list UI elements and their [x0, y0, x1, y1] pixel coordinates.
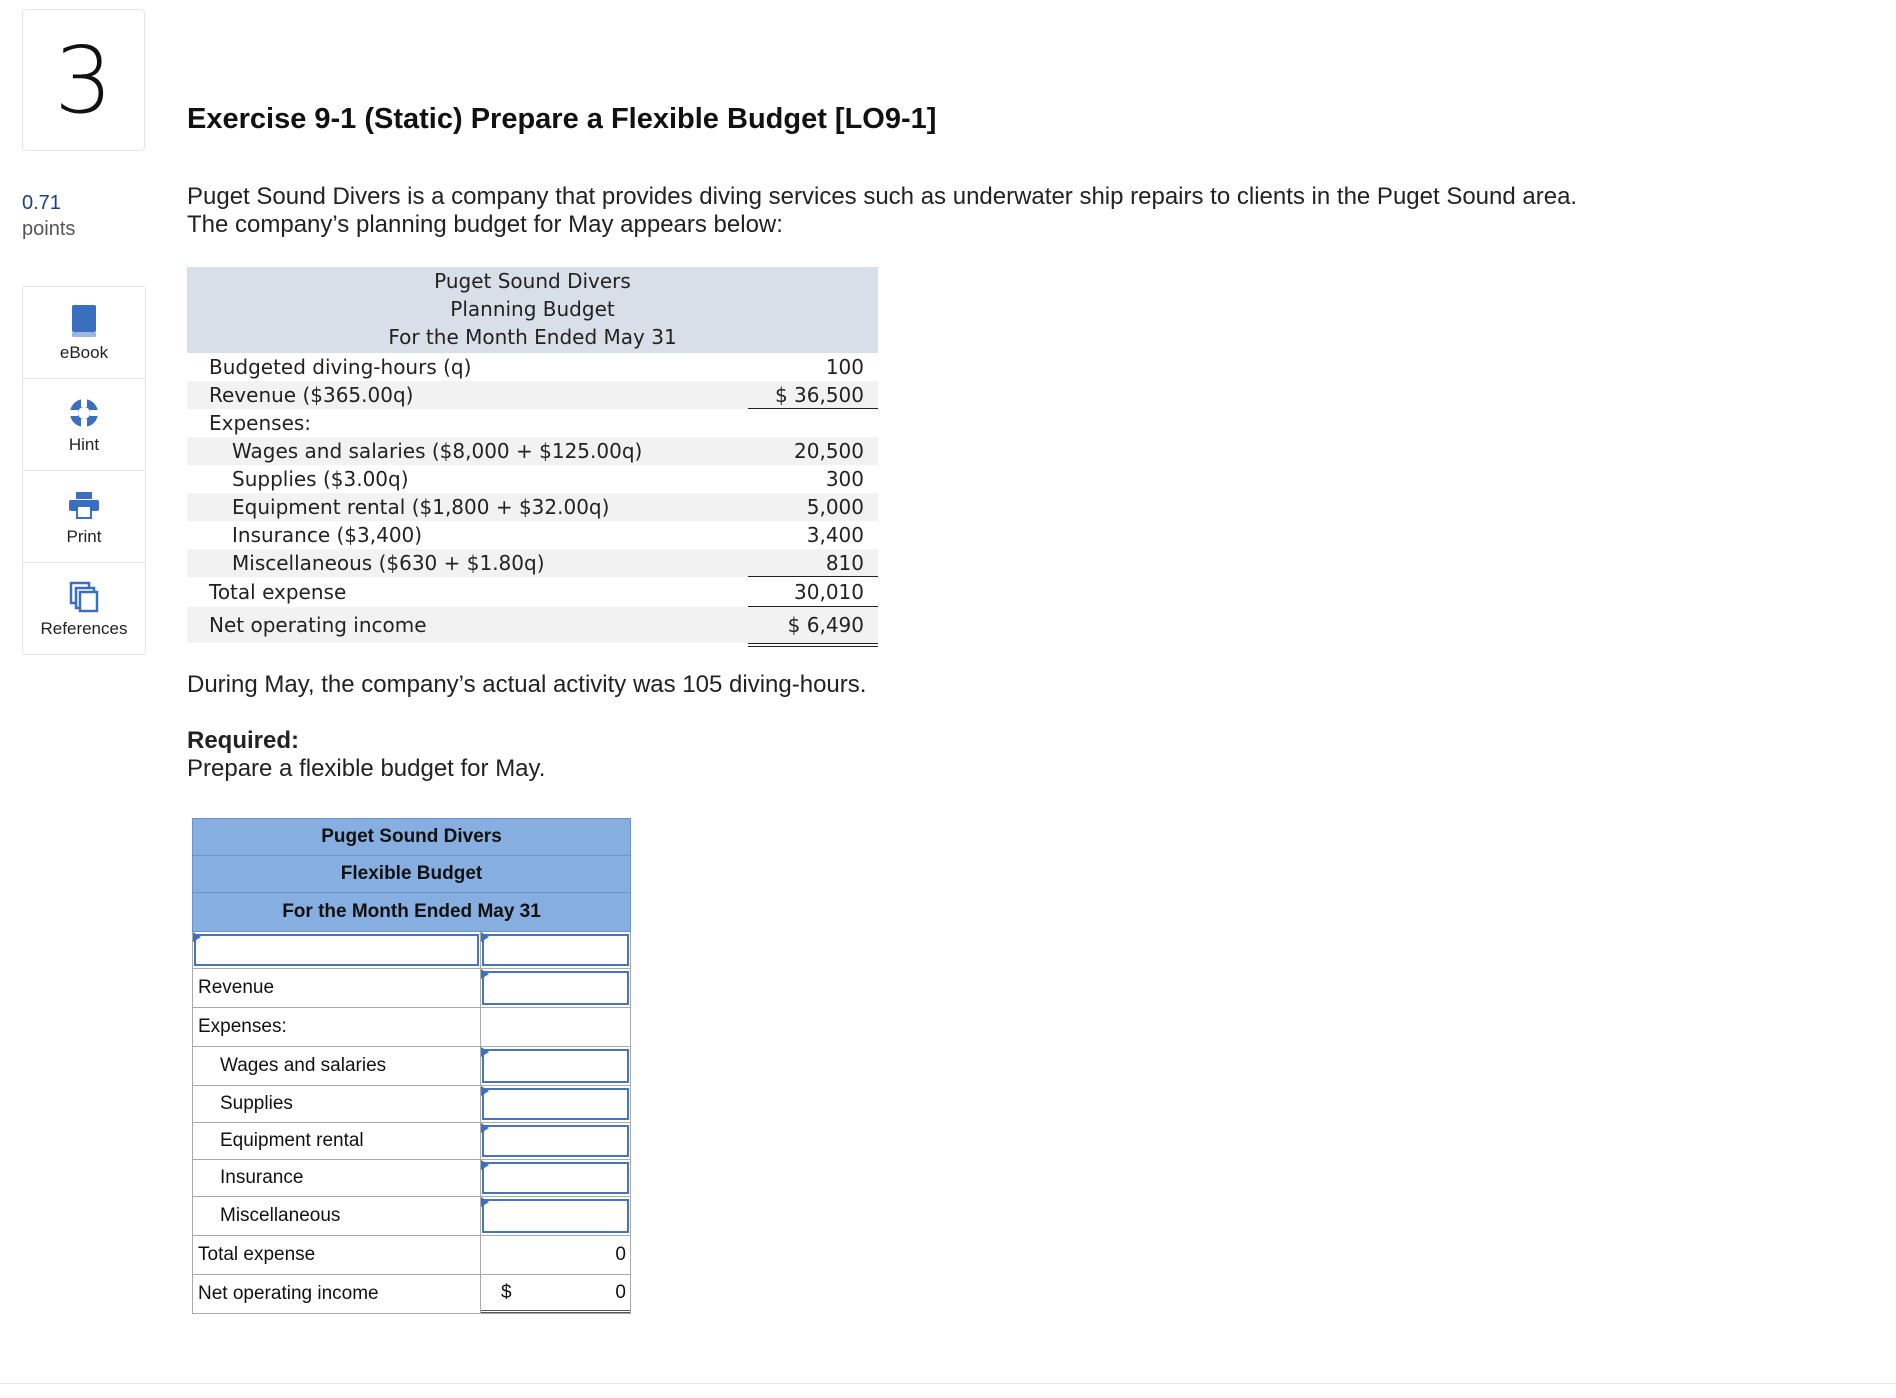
exercise-title: Exercise 9-1 (Static) Prepare a Flexible Budget [LO9-1]: [187, 103, 937, 135]
flex-row-value: [481, 1197, 630, 1235]
flex-header-company: Puget Sound Divers: [192, 818, 631, 856]
flex-row-value: [481, 1008, 630, 1046]
dropdown-marker-icon: [193, 932, 201, 942]
flex-row-value: [481, 1160, 630, 1196]
flex-row-label: [193, 969, 481, 1007]
required-heading: Required:: [187, 727, 300, 754]
row-label: Insurance ($3,400): [232, 523, 423, 547]
intro-line-1: Puget Sound Divers is a company that provides diving services such as underwater ship repairs to clients in the Puget Sound area.: [187, 183, 1578, 210]
references-label: References: [40, 618, 128, 638]
row-amount: 20,500: [794, 439, 864, 463]
row-label: Miscellaneous ($630 + $1.80q): [232, 551, 545, 575]
net-operating-income-label: Net operating income: [198, 1283, 379, 1304]
revenue-label: Revenue: [198, 977, 275, 998]
activity-label-input[interactable]: [194, 934, 479, 966]
planning-budget-header: [187, 267, 878, 353]
table-row: [192, 969, 631, 1008]
flex-row-label: [193, 1086, 481, 1122]
flex-row-value: [481, 1086, 630, 1122]
row-label: Budgeted diving-hours (q): [209, 355, 472, 379]
activity-value-cell: [481, 932, 630, 968]
row-amount: 300: [825, 467, 864, 491]
flex-row-label: [193, 1275, 481, 1313]
planning-budget-period: For the Month Ended May 31: [388, 325, 677, 349]
points-label: points: [22, 218, 76, 240]
row-label: Total expense: [209, 580, 347, 604]
exercise-intro: [187, 183, 1637, 239]
double-underline: [748, 643, 878, 647]
copy-icon: [69, 579, 99, 615]
flex-row-value: [481, 1275, 630, 1313]
flex-row-label: [193, 1123, 481, 1159]
print-label: Print: [66, 526, 102, 546]
miscellaneous-input[interactable]: [482, 1199, 629, 1233]
revenue-input[interactable]: [482, 971, 629, 1005]
flexible-budget-table: [192, 818, 631, 1314]
lifebuoy-icon: [68, 395, 100, 431]
equipment-rental-input[interactable]: [482, 1125, 629, 1157]
table-row: [187, 577, 878, 607]
table-row: [192, 1123, 631, 1160]
table-row: [187, 381, 878, 409]
expenses-label: Expenses:: [198, 1016, 287, 1037]
table-row: [192, 1047, 631, 1086]
total-expense-label: Total expense: [198, 1244, 316, 1265]
supplies-input[interactable]: [482, 1088, 629, 1120]
row-amount: 30,010: [794, 580, 864, 604]
row-amount: 810: [825, 551, 864, 575]
question-number: 3: [22, 9, 145, 151]
table-row: [192, 1236, 631, 1275]
activity-value-input[interactable]: [482, 934, 629, 966]
print-button[interactable]: [23, 471, 145, 563]
dropdown-marker-icon: [481, 1123, 489, 1133]
flex-row-value: [481, 969, 630, 1007]
dropdown-marker-icon: [481, 1086, 489, 1096]
currency-symbol: $: [501, 1281, 512, 1303]
insurance-label: Insurance: [220, 1167, 304, 1188]
row-label: Wages and salaries ($8,000 + $125.00q): [232, 439, 643, 463]
flex-header-period: For the Month Ended May 31: [192, 893, 631, 932]
table-row: [192, 1197, 631, 1236]
dropdown-marker-icon: [481, 1197, 489, 1207]
references-button[interactable]: [23, 563, 145, 654]
wages-input[interactable]: [482, 1049, 629, 1083]
table-row: [187, 465, 878, 493]
equipment-rental-label: Equipment rental: [220, 1130, 364, 1151]
flex-row-value: [481, 1047, 630, 1085]
dropdown-marker-icon: [481, 1047, 489, 1057]
flex-row-label: [193, 1047, 481, 1085]
flex-activity-row: [192, 932, 631, 969]
row-amount: 5,000: [806, 495, 864, 519]
dropdown-marker-icon: [481, 969, 489, 979]
table-row: [187, 493, 878, 521]
points-block: [22, 190, 75, 242]
footer-divider: [0, 1383, 1896, 1384]
row-amount: 100: [825, 355, 864, 379]
flex-row-label: [193, 1197, 481, 1235]
flex-row-value: [481, 1236, 630, 1274]
table-row: [192, 1160, 631, 1197]
flex-row-value: [481, 1123, 630, 1159]
table-row: [192, 1008, 631, 1047]
row-label: Expenses:: [209, 411, 312, 435]
points-value: 0.71: [22, 192, 61, 214]
actual-activity-text: During May, the company’s actual activity was 105 diving-hours.: [187, 671, 867, 698]
table-row: [187, 521, 878, 549]
table-row: [187, 607, 878, 643]
ebook-button[interactable]: [23, 287, 145, 379]
required-text: Prepare a flexible budget for May.: [187, 755, 546, 782]
table-row: [187, 437, 878, 465]
row-amount: $ 6,490: [787, 613, 864, 637]
flex-row-label: [193, 1236, 481, 1274]
planning-budget-title: Planning Budget: [450, 297, 615, 321]
insurance-input[interactable]: [482, 1162, 629, 1194]
activity-label-cell: [193, 932, 481, 968]
net-operating-income-value: 0: [615, 1281, 626, 1303]
hint-button[interactable]: [23, 379, 145, 471]
row-amount: $ 36,500: [774, 383, 864, 407]
book-icon: [70, 303, 98, 339]
total-expense-value: 0: [615, 1244, 626, 1265]
dropdown-marker-icon: [481, 1160, 489, 1170]
table-row: [192, 1275, 631, 1314]
row-label: Revenue ($365.00q): [209, 383, 414, 407]
supplies-label: Supplies: [220, 1093, 293, 1114]
intro-line-2: The company’s planning budget for May appears below:: [187, 211, 783, 238]
table-row: [187, 409, 878, 437]
wages-label: Wages and salaries: [220, 1055, 387, 1076]
table-row: [187, 549, 878, 577]
miscellaneous-label: Miscellaneous: [220, 1205, 341, 1226]
hint-label: Hint: [68, 434, 100, 454]
row-label: Supplies ($3.00q): [232, 467, 409, 491]
flex-row-label: [193, 1160, 481, 1196]
table-row: [187, 353, 878, 381]
flex-header-title: Flexible Budget: [192, 856, 631, 893]
ebook-label: eBook: [59, 342, 109, 362]
flex-row-label: [193, 1008, 481, 1046]
planning-budget-table: [187, 267, 878, 643]
row-label: Equipment rental ($1,800 + $32.00q): [232, 495, 610, 519]
row-label: Net operating income: [209, 613, 427, 637]
dropdown-marker-icon: [481, 932, 489, 942]
tools-panel: [22, 286, 146, 655]
printer-icon: [68, 487, 100, 523]
planning-company-name: Puget Sound Divers: [434, 269, 631, 293]
row-amount: 3,400: [806, 523, 864, 547]
table-row: [192, 1086, 631, 1123]
